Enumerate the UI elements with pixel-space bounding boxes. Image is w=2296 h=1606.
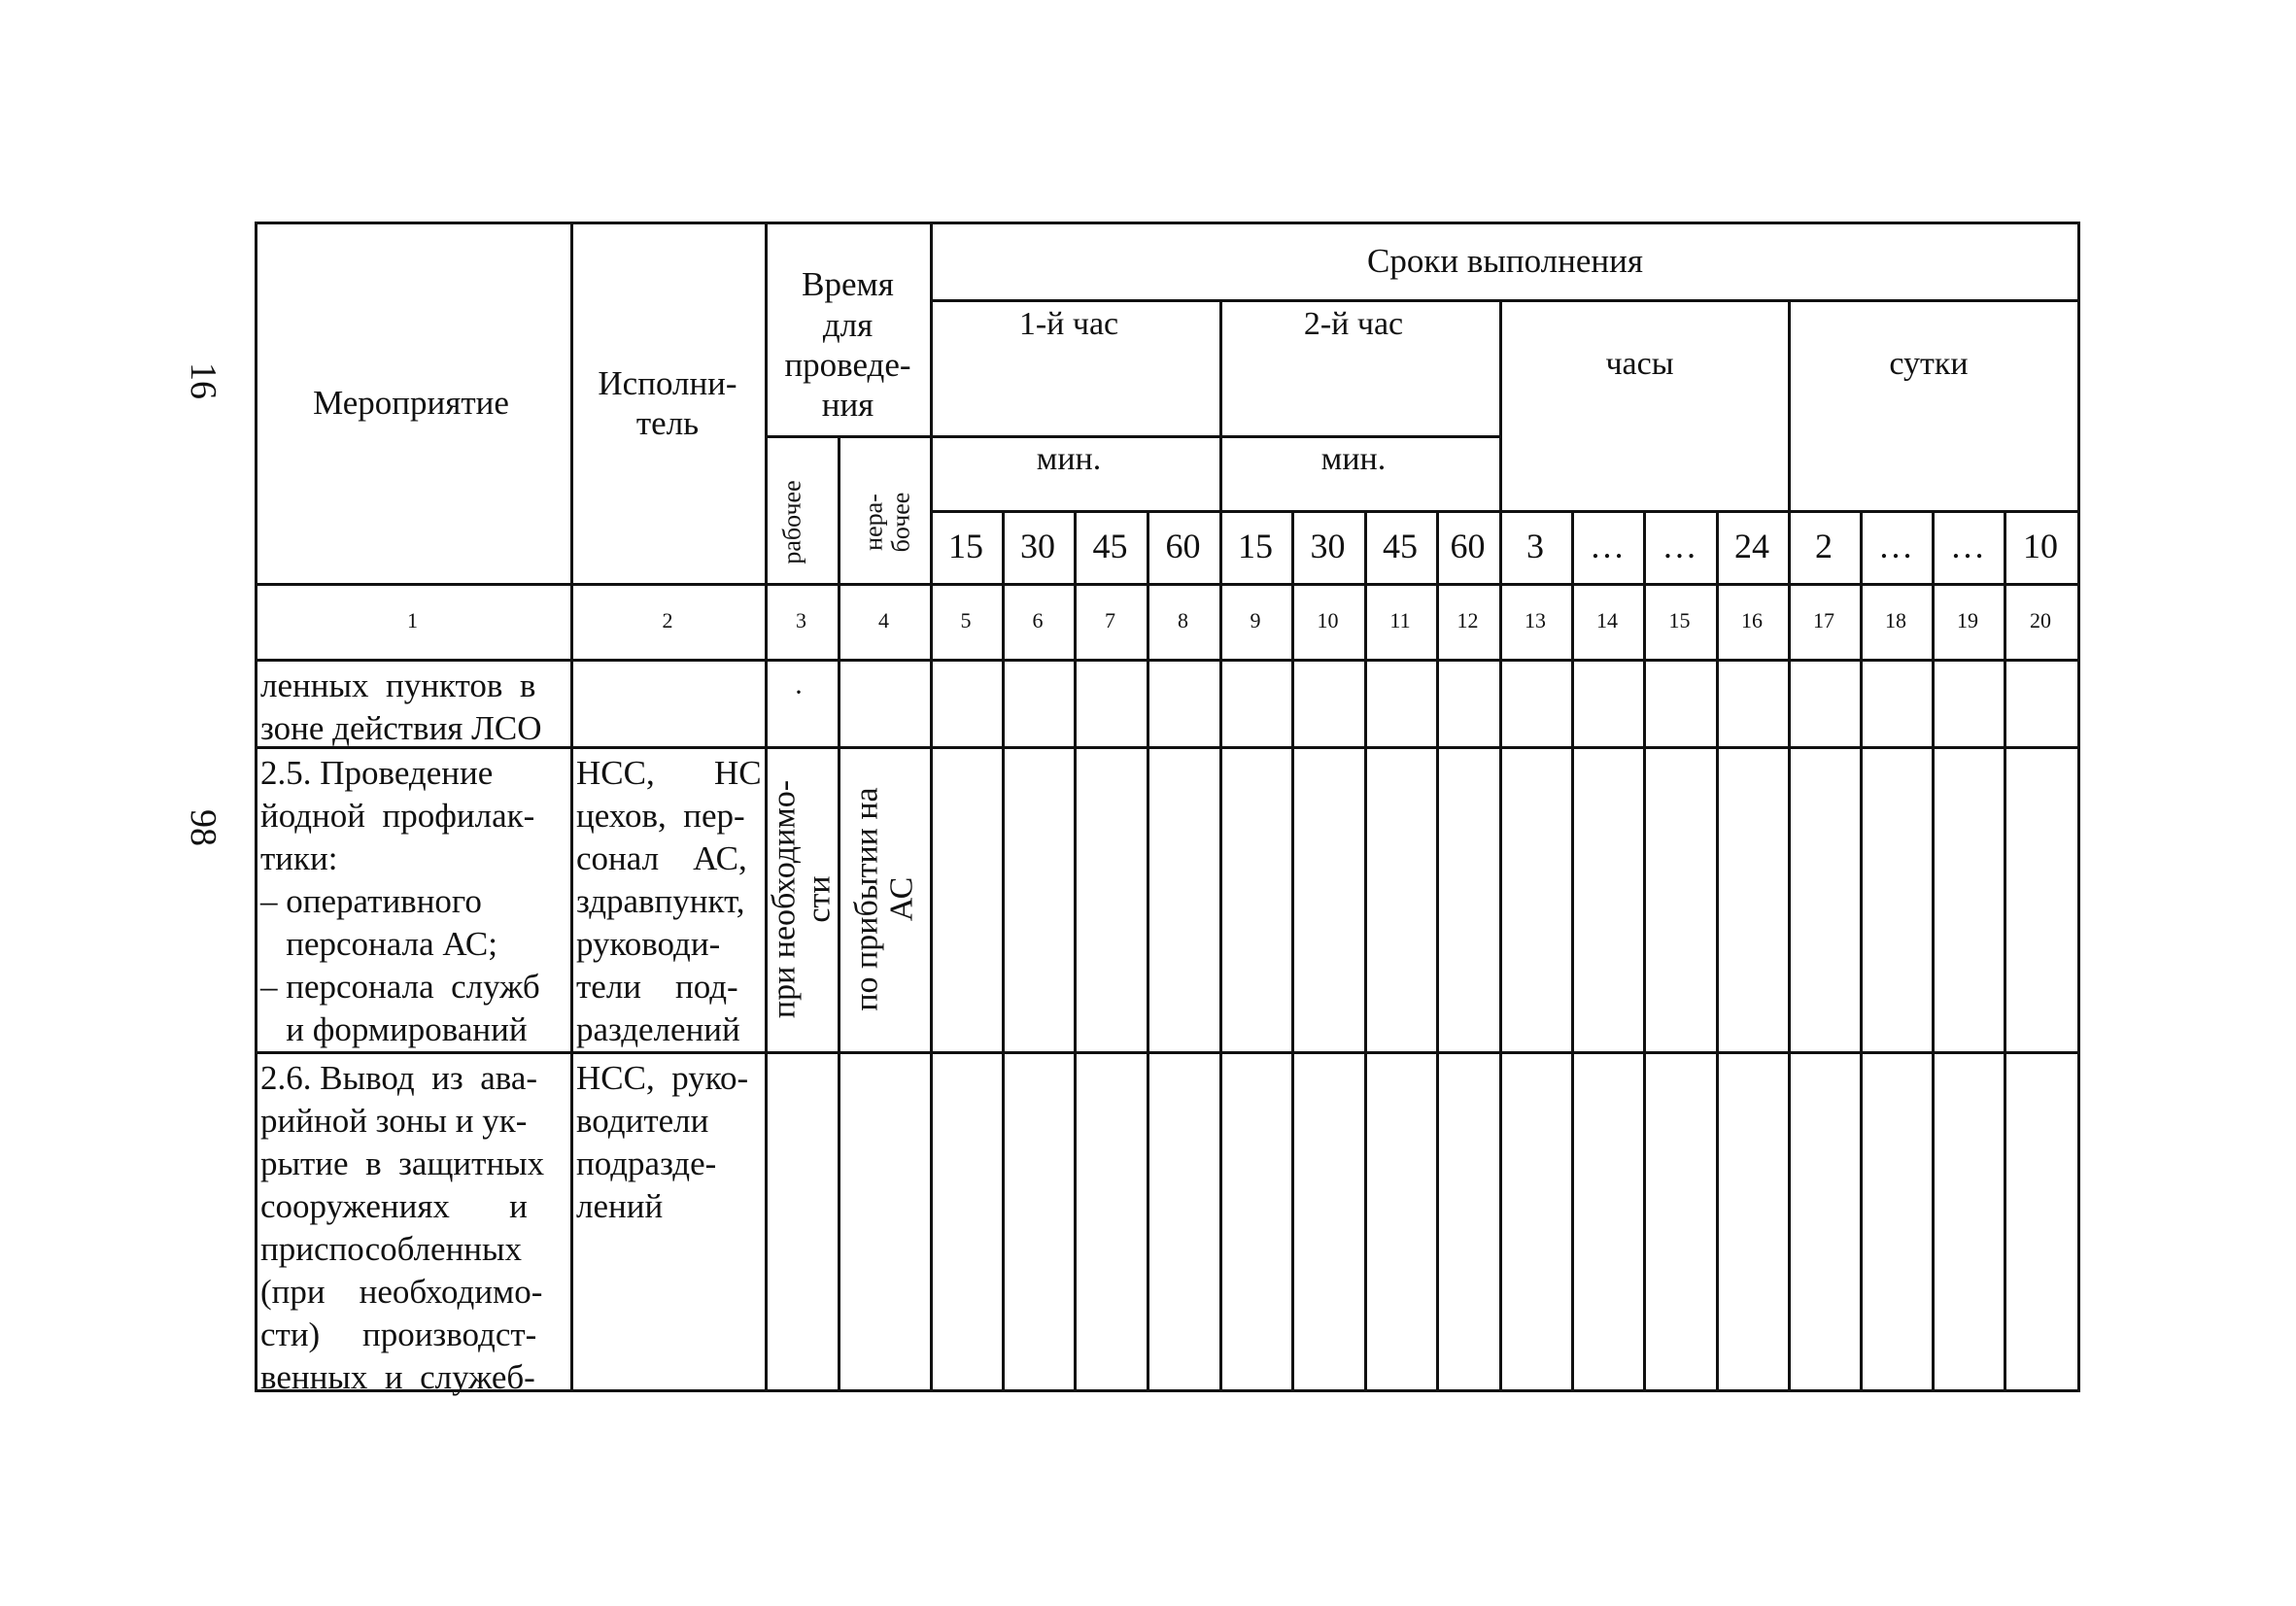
measure-line: ленных пунктов в — [260, 666, 536, 704]
column-number: 18 — [1885, 608, 1906, 633]
executor-line: подразде- — [576, 1145, 717, 1182]
cell-nonworking: по прибытии на АС — [847, 786, 919, 1011]
subcolumn-label: 2 — [1815, 527, 1833, 566]
executor-line: НСС, руко- — [576, 1059, 749, 1097]
measure-line: приспособленных — [260, 1230, 523, 1268]
measure-line: – оперативного — [260, 882, 482, 920]
subcolumn-label: 45 — [1383, 527, 1418, 566]
subcolumn-label: 45 — [1092, 527, 1128, 566]
column-number: 2 — [662, 608, 673, 633]
header-working: рабочее — [777, 480, 806, 564]
column-number: 5 — [960, 608, 972, 633]
subcolumn-label: 10 — [2023, 527, 2058, 566]
measure-line: рийной зоны и ук- — [260, 1102, 528, 1140]
column-number: 20 — [2030, 608, 2051, 633]
cell-measure — [260, 1057, 544, 1399]
header-hour2: 2-й час — [1303, 305, 1404, 342]
column-divider — [1499, 299, 1502, 1392]
executor-line: водители — [576, 1102, 709, 1140]
column-number: 9 — [1250, 608, 1261, 633]
cell-working: при необходимо- сти — [765, 779, 837, 1018]
measure-line: сти) производст- — [260, 1316, 537, 1353]
measure-line: (при необходимо- — [260, 1273, 543, 1311]
column-number: 3 — [796, 608, 806, 633]
subcolumn-label: 15 — [1238, 527, 1273, 566]
subcolumn-label: 30 — [1310, 527, 1346, 566]
measure-line: зоне действия ЛСО — [260, 709, 542, 747]
time-divider — [765, 435, 933, 438]
subcolumn-label: 3 — [1526, 527, 1544, 566]
header-min-2: мин. — [1320, 440, 1387, 477]
cell-measure — [260, 665, 542, 750]
header-time-for: Время для проведе- ния — [784, 265, 911, 425]
measure-line: сооружениях и — [260, 1187, 528, 1225]
column-number: 11 — [1389, 608, 1411, 633]
executor-line: тели под- — [576, 968, 738, 1006]
measure-line: тики: — [260, 839, 338, 877]
column-number: 17 — [1813, 608, 1834, 633]
number-row-bottom — [255, 659, 2080, 662]
column-number: 8 — [1178, 608, 1188, 633]
measure-line: венных и служеб- — [260, 1358, 535, 1396]
subcolumn-label: 15 — [948, 527, 983, 566]
page-number-top: 16 — [183, 362, 223, 399]
measure-line: и формирований — [260, 1010, 528, 1048]
executor-line: цехов, пер- — [576, 797, 745, 835]
cell-measure — [260, 752, 540, 1051]
column-number: 1 — [407, 608, 418, 633]
header-min-1: мин. — [1036, 440, 1102, 477]
subcolumn-label: … — [1878, 527, 1913, 566]
column-number: 7 — [1105, 608, 1115, 633]
cell-executor — [576, 1057, 748, 1228]
column-number: 12 — [1456, 608, 1479, 633]
cell-executor — [576, 752, 762, 1051]
measure-line: рытие в защитных — [260, 1145, 545, 1182]
subcolumn-label: … — [1662, 527, 1697, 566]
executor-line: разделений — [576, 1010, 740, 1048]
column-number: 6 — [1032, 608, 1044, 633]
measure-line: йодной профилак- — [260, 797, 535, 835]
column-number: 4 — [878, 608, 889, 633]
subcolumn-label: … — [1950, 527, 1985, 566]
executor-line: НСС, НС — [576, 754, 762, 792]
subcolumn-label: 30 — [1020, 527, 1055, 566]
header-hour1: 1-й час — [1018, 305, 1119, 342]
subcolumn-label: … — [1590, 527, 1625, 566]
header-deadlines: Сроки выполнения — [1367, 242, 1643, 281]
executor-line: руководи- — [576, 925, 721, 963]
measure-line: персонала АС; — [260, 925, 497, 963]
subcolumn-label: 60 — [1450, 527, 1486, 566]
column-number: 13 — [1525, 608, 1546, 633]
table-right-border — [2077, 222, 2080, 1392]
column-number: 15 — [1668, 608, 1691, 633]
executor-line: лений — [576, 1187, 664, 1225]
subcolumn-label: 24 — [1734, 527, 1769, 566]
column-number: 16 — [1741, 608, 1763, 633]
header-measure: Мероприятие — [313, 384, 509, 423]
header-hours: часы — [1605, 345, 1674, 382]
page-number-bottom: 98 — [183, 809, 223, 846]
executor-line: здравпункт, — [576, 882, 745, 920]
column-number: 14 — [1596, 608, 1618, 633]
header-executor: Исполни- тель — [598, 363, 737, 442]
column-number: 19 — [1957, 608, 1978, 633]
column-divider — [1788, 299, 1791, 1392]
subcolumn-label: 60 — [1165, 527, 1201, 566]
measure-line: 2.5. Проведение — [260, 754, 494, 792]
column-number: 10 — [1317, 608, 1339, 633]
executor-line: сонал АС, — [576, 839, 747, 877]
measure-line: – персонала служб — [260, 968, 540, 1006]
measure-line: 2.6. Вывод из ава- — [260, 1059, 538, 1097]
header-days: сутки — [1889, 345, 1969, 382]
header-nonworking: нера- бочее — [859, 492, 914, 553]
row-divider — [255, 1051, 2080, 1054]
cell-working-mark: · — [794, 676, 804, 708]
